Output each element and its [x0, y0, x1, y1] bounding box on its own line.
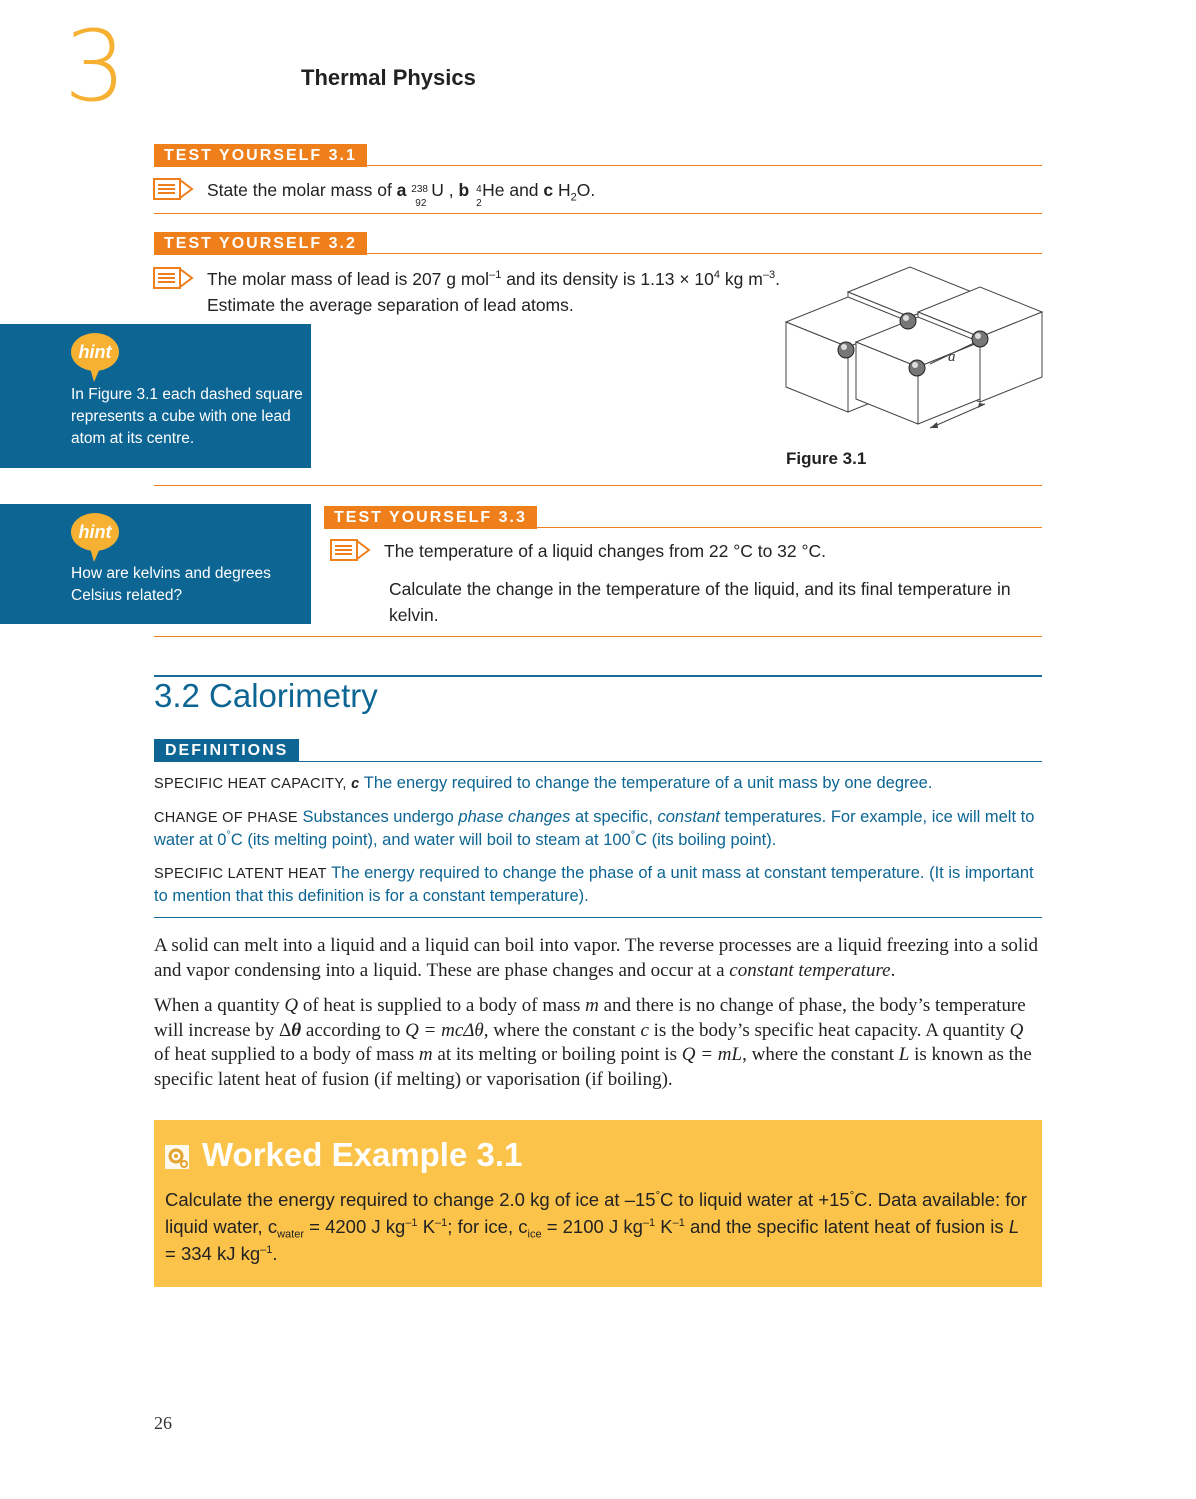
- hint-text: In Figure 3.1 each dashed square represents a cube with one lead atom at its centre.: [71, 386, 303, 447]
- question-text: State the molar mass of a 238 92 U , b 4 2 He and c $H_2O$.: [207, 180, 596, 210]
- page-number: 26: [154, 1413, 172, 1433]
- definition-item: SPECIFIC LATENT HEAT The energy required to change the phase of a unit mass at constant temperature. (It is important to mention that this definition is for a constant temperature).: [154, 864, 1034, 905]
- svg-text:hint: hint: [78, 522, 112, 542]
- worked-example-title: Worked Example 3.1: [202, 1136, 523, 1173]
- divider: [154, 253, 1042, 254]
- arrow-icon: [153, 177, 195, 201]
- chapter-number: 3: [64, 10, 127, 124]
- hint-bubble-icon: [70, 332, 122, 384]
- definition-item: SPECIFIC HEAT CAPACITY, c The energy required to change the temperature of a unit mass by one degree.: [154, 774, 933, 792]
- hint-text: How are kelvins and degrees Celsius related?: [71, 565, 271, 604]
- question-text: The molar mass of lead is 207 g mol$^{-1}$ and its density is $1.13 \times 10^4$ kg $m^{-3}$. Estimate the average separation of lead atoms.: [207, 269, 780, 315]
- divider: [154, 213, 1042, 214]
- hint-box: [0, 504, 311, 624]
- worked-example-box: [154, 1120, 1042, 1287]
- divider: [324, 527, 1042, 528]
- figure-cubes: [780, 262, 1046, 434]
- svg-text:hint: hint: [78, 342, 112, 362]
- divider: [154, 761, 1042, 762]
- chapter-title: Thermal Physics: [301, 65, 476, 90]
- definition-item: CHANGE OF PHASE Substances undergo phase changes at specific, constant temperatures. For example, ice will melt to water at 0°C (its melting point), and water will boil to steam at 100°C (its boiling point).: [154, 808, 1035, 849]
- worked-example-text: Calculate the energy required to change 2.0 kg of ice at –15°C to liquid water at +15°C. Data available: for liquid water, $c_{water} = 4200$ J $kg^{-1}$ $K^{-1}$; for ice, $c_{ice} = 2100$ J $kg^{-1}$ $K^{-1}$ and the specific latent heat of fusion is L = 334 kJ $kg^{-1}$.: [165, 1189, 1027, 1264]
- section-title: 3.2 Calorimetry: [154, 677, 378, 714]
- hint-box: [0, 324, 311, 468]
- body-paragraph: A solid can melt into a liquid and a liquid can boil into vapor. The reverse processes are a liquid freezing into a solid and vapor condensing into a liquid. These are phase changes and occur at a constant temperature.: [154, 935, 1038, 981]
- question-text: Calculate the change in the temperature of the liquid, and its final temperature in kelvin.: [389, 579, 1011, 625]
- divider: [154, 917, 1042, 918]
- divider: [154, 636, 1042, 637]
- arrow-icon: [330, 538, 372, 562]
- test-yourself-heading: TEST YOURSELF 3.2: [154, 232, 367, 255]
- hint-bubble-icon: [70, 512, 122, 564]
- test-yourself-heading: TEST YOURSELF 3.3: [324, 506, 537, 529]
- divider: [154, 165, 1042, 166]
- question-text: The temperature of a liquid changes from 22 °C to 32 °C.: [384, 541, 827, 561]
- divider: [154, 485, 1042, 486]
- figure-caption: Figure 3.1: [786, 449, 867, 468]
- svg-text:a: a: [948, 349, 956, 365]
- definitions-heading: DEFINITIONS: [154, 739, 299, 762]
- body-paragraph: When a quantity Q of heat is supplied to a body of mass m and there is no change of phase, the body’s temperature will increase by Δθ according to Q = mcΔθ, where the constant c is the body’s specific heat capacity. A quantity Q of heat supplied to a body of mass m at its melting or boiling point is Q = mL, where the constant L is known as the specific latent heat of fusion (if melting) or vaporisation (if boiling).: [154, 995, 1032, 1090]
- test-yourself-heading: TEST YOURSELF 3.1: [154, 144, 367, 167]
- gear-icon: [164, 1144, 190, 1170]
- arrow-icon: [153, 266, 195, 290]
